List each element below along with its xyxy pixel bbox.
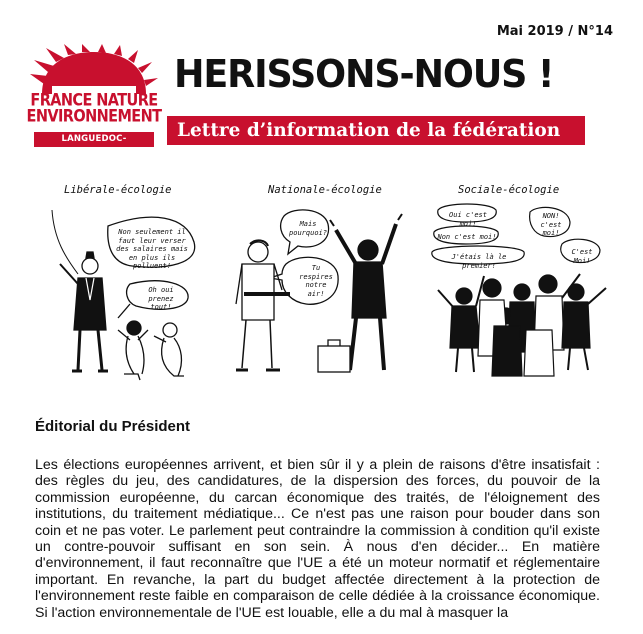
cartoon-sociale [430, 180, 610, 382]
cartoon-3-bubble-4: NON! c'est moi! [540, 212, 562, 237]
issue-number: Mai 2019 / N°14 [496, 24, 613, 39]
cartoon-3-bubble-2: Non c'est moi! [437, 233, 497, 241]
editorial-heading: Éditorial du Président [35, 418, 191, 435]
cartoon-liberale [34, 180, 214, 382]
logo-line-1: FRANCE NATURE [30, 91, 158, 111]
cartoon-strip [34, 180, 610, 382]
cartoon-3-title: Sociale-écologie [458, 184, 560, 196]
cartoon-2-bubble-2: Tu respires notre air! [299, 264, 333, 298]
cartoon-3-bubble-1: Oui c'est moi! [449, 211, 487, 228]
hedgehog-icon [28, 44, 160, 96]
fne-logo [24, 44, 164, 159]
cartoon-1-bubble-1: Non seulement il faut leur verser des salaires mais en plus ils polluent! [116, 228, 188, 270]
logo-region-band: LANGUEDOC-ROUSSILLON [34, 132, 154, 147]
cartoon-3-bubble-3: J'étais là le premier! [451, 253, 507, 270]
newsletter-subtitle: Lettre d’information de la fédération [167, 116, 585, 145]
cartoon-1-bubble-2: Oh oui prenez tout! [148, 286, 174, 311]
cartoon-2-bubble-1: Mais pourquoi? [289, 220, 327, 237]
editorial-paragraph: Les élections européennes arrivent, et bien sûr il y a plein de raisons d'être insatisfait : des règles du jeu, des candidatures, de la dispersion des forces, du pouvoir de la commission européenne, du carcan économique des traités, de l'éloignement des institutions, du traitement médiatique... Ce n'est pas une raison pour bouder dans son coin et ne pas voter. Le parlement peut contraindre la commission à condition qu'il existe un contre-pouvoir suffisant en son sein. À nous d'en décider... En matière d'environnement, il faut reconnaître que l'UE a été un moteur normatif et réglementaire important. En revanche, la part du budget affectée directement à la protection de l'environnement reste faible en comparaison de celle dédiée à la croissance économique. Si l'action environnementale de l'UE est louable, elle a du mal à masquer la [35, 457, 600, 621]
cartoon-nationale [224, 180, 414, 382]
cartoon-2-title: Nationale-écologie [268, 184, 382, 196]
cartoon-1-title: Libérale-écologie [64, 184, 172, 196]
logo-line-2: ENVIRONNEMENT [26, 107, 162, 127]
newsletter-title: HERISSONS-NOUS ! [174, 52, 554, 96]
cartoon-liberale-drawing [34, 180, 214, 382]
cartoon-3-bubble-5: C'est Moi! [571, 248, 593, 265]
